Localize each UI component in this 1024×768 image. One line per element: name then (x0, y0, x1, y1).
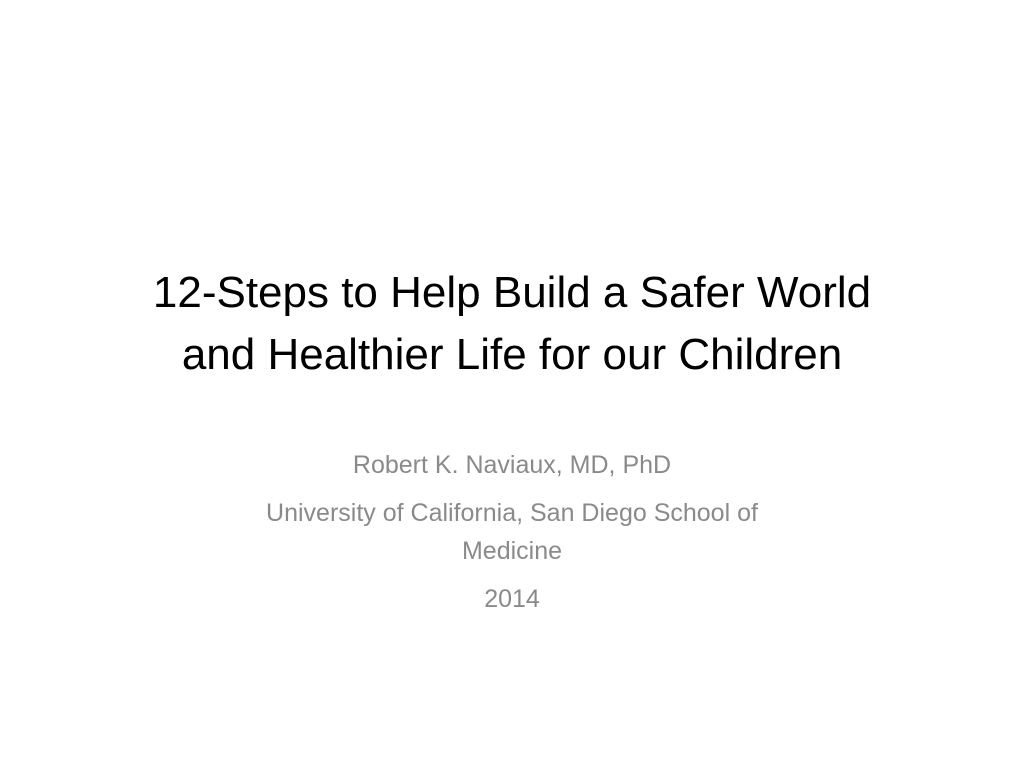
slide-title (70, 262, 954, 386)
slide-subtitle (180, 446, 844, 618)
affiliation (180, 494, 844, 570)
title-line-1: 12-Steps to Help Build a Safer World (152, 268, 872, 317)
affiliation-line-1: University of California, San Diego School of (266, 499, 758, 527)
presentation-year: 2014 (484, 585, 540, 613)
affiliation-line-2: Medicine (461, 537, 563, 565)
title-line-2: and Healthier Life for our Children (181, 330, 843, 379)
author-name: Robert K. Naviaux, MD, PhD (352, 451, 672, 479)
